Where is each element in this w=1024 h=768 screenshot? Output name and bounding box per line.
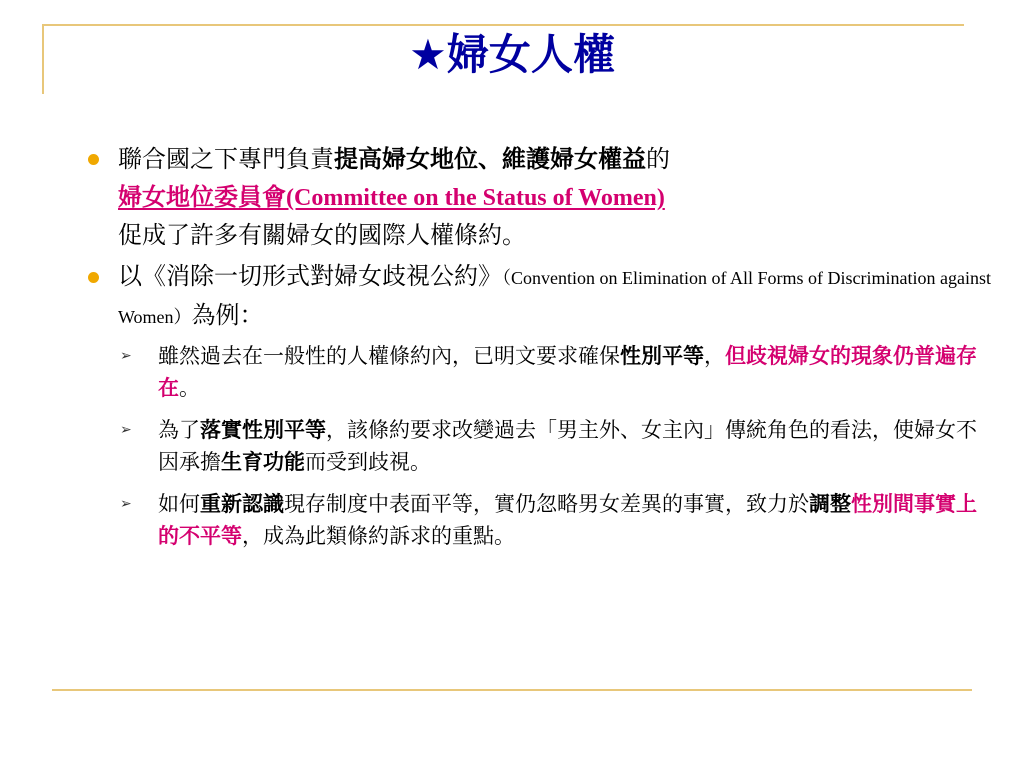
bullet-1-emphasis: 提高婦女地位、維護婦女權益 (334, 144, 646, 173)
sub-bullet-2-text: 為了 (158, 418, 200, 442)
sub-bullet-2-middle: ，該條約要求改變過去「男主外、女主內」傳統角色的看法，使婦女不因承擔 (158, 418, 977, 474)
sub-bullet-1-bold: 性別平等 (620, 343, 704, 368)
sub-bullet-2-bold: 落實性別平等 (200, 417, 326, 442)
bullet-dot-icon (88, 272, 99, 283)
sub-bullet-3-bold: 重新認識 (200, 491, 284, 516)
sub-bullet-3-middle: 現存制度中表面平等，實仍忽略男女差異的事實，致力於 (284, 492, 809, 516)
sub-bullet-3 (120, 488, 993, 552)
slide-content (88, 140, 993, 562)
slide-title: ★婦女人權 (409, 30, 615, 79)
convention-name-en: （Convention on Elimination of All Forms of Discrimination against Women） (118, 268, 991, 327)
sub-bullet-1-highlight: 但歧視婦女的現象仍普遍存在 (158, 343, 977, 400)
bullet-dot-icon (88, 154, 99, 165)
bullet-1-lead: 聯合國之下專門負責 (118, 145, 334, 173)
arrow-chevron-icon: ➢ (120, 348, 132, 364)
sub-bullet-3-highlight: 性別間事實上的不平等 (158, 491, 977, 548)
sub-bullet-3-end: ，成為此類條約訴求的重點。 (242, 524, 515, 548)
bottom-rule (52, 689, 972, 691)
sub-bullet-1-comma: ， (704, 344, 725, 368)
arrow-chevron-icon: ➢ (120, 496, 132, 512)
sub-bullet-1-text: 雖然過去在一般性的人權條約內，已明文要求確保 (158, 344, 620, 368)
bullet-2-tail: 為例： (191, 301, 264, 329)
sub-bullet-list (120, 340, 993, 552)
sub-bullet-2-bold-2: 生育功能 (221, 449, 305, 474)
committee-name-en: (Committee on the Status of Women) (286, 185, 665, 211)
sub-bullet-3-bold-2: 調整 (809, 491, 851, 516)
bullet-1-tail: 的 (646, 145, 670, 173)
committee-name-cn: 婦女地位委員會 (118, 182, 286, 211)
sub-bullet-1 (120, 340, 993, 404)
bullet-2 (88, 258, 993, 336)
sub-bullet-2 (120, 414, 993, 478)
sub-bullet-3-text: 如何 (158, 492, 200, 516)
sub-bullet-2-end: 而受到歧視。 (305, 450, 431, 474)
bullet-2-lead: 以《消除一切形式對婦女歧視公約》 (118, 262, 502, 290)
bullet-1-rest: 促成了許多有關婦女的國際人權條約。 (118, 221, 526, 249)
bullet-1 (88, 140, 993, 254)
arrow-chevron-icon: ➢ (120, 422, 132, 438)
sub-bullet-1-end: 。 (179, 376, 200, 400)
